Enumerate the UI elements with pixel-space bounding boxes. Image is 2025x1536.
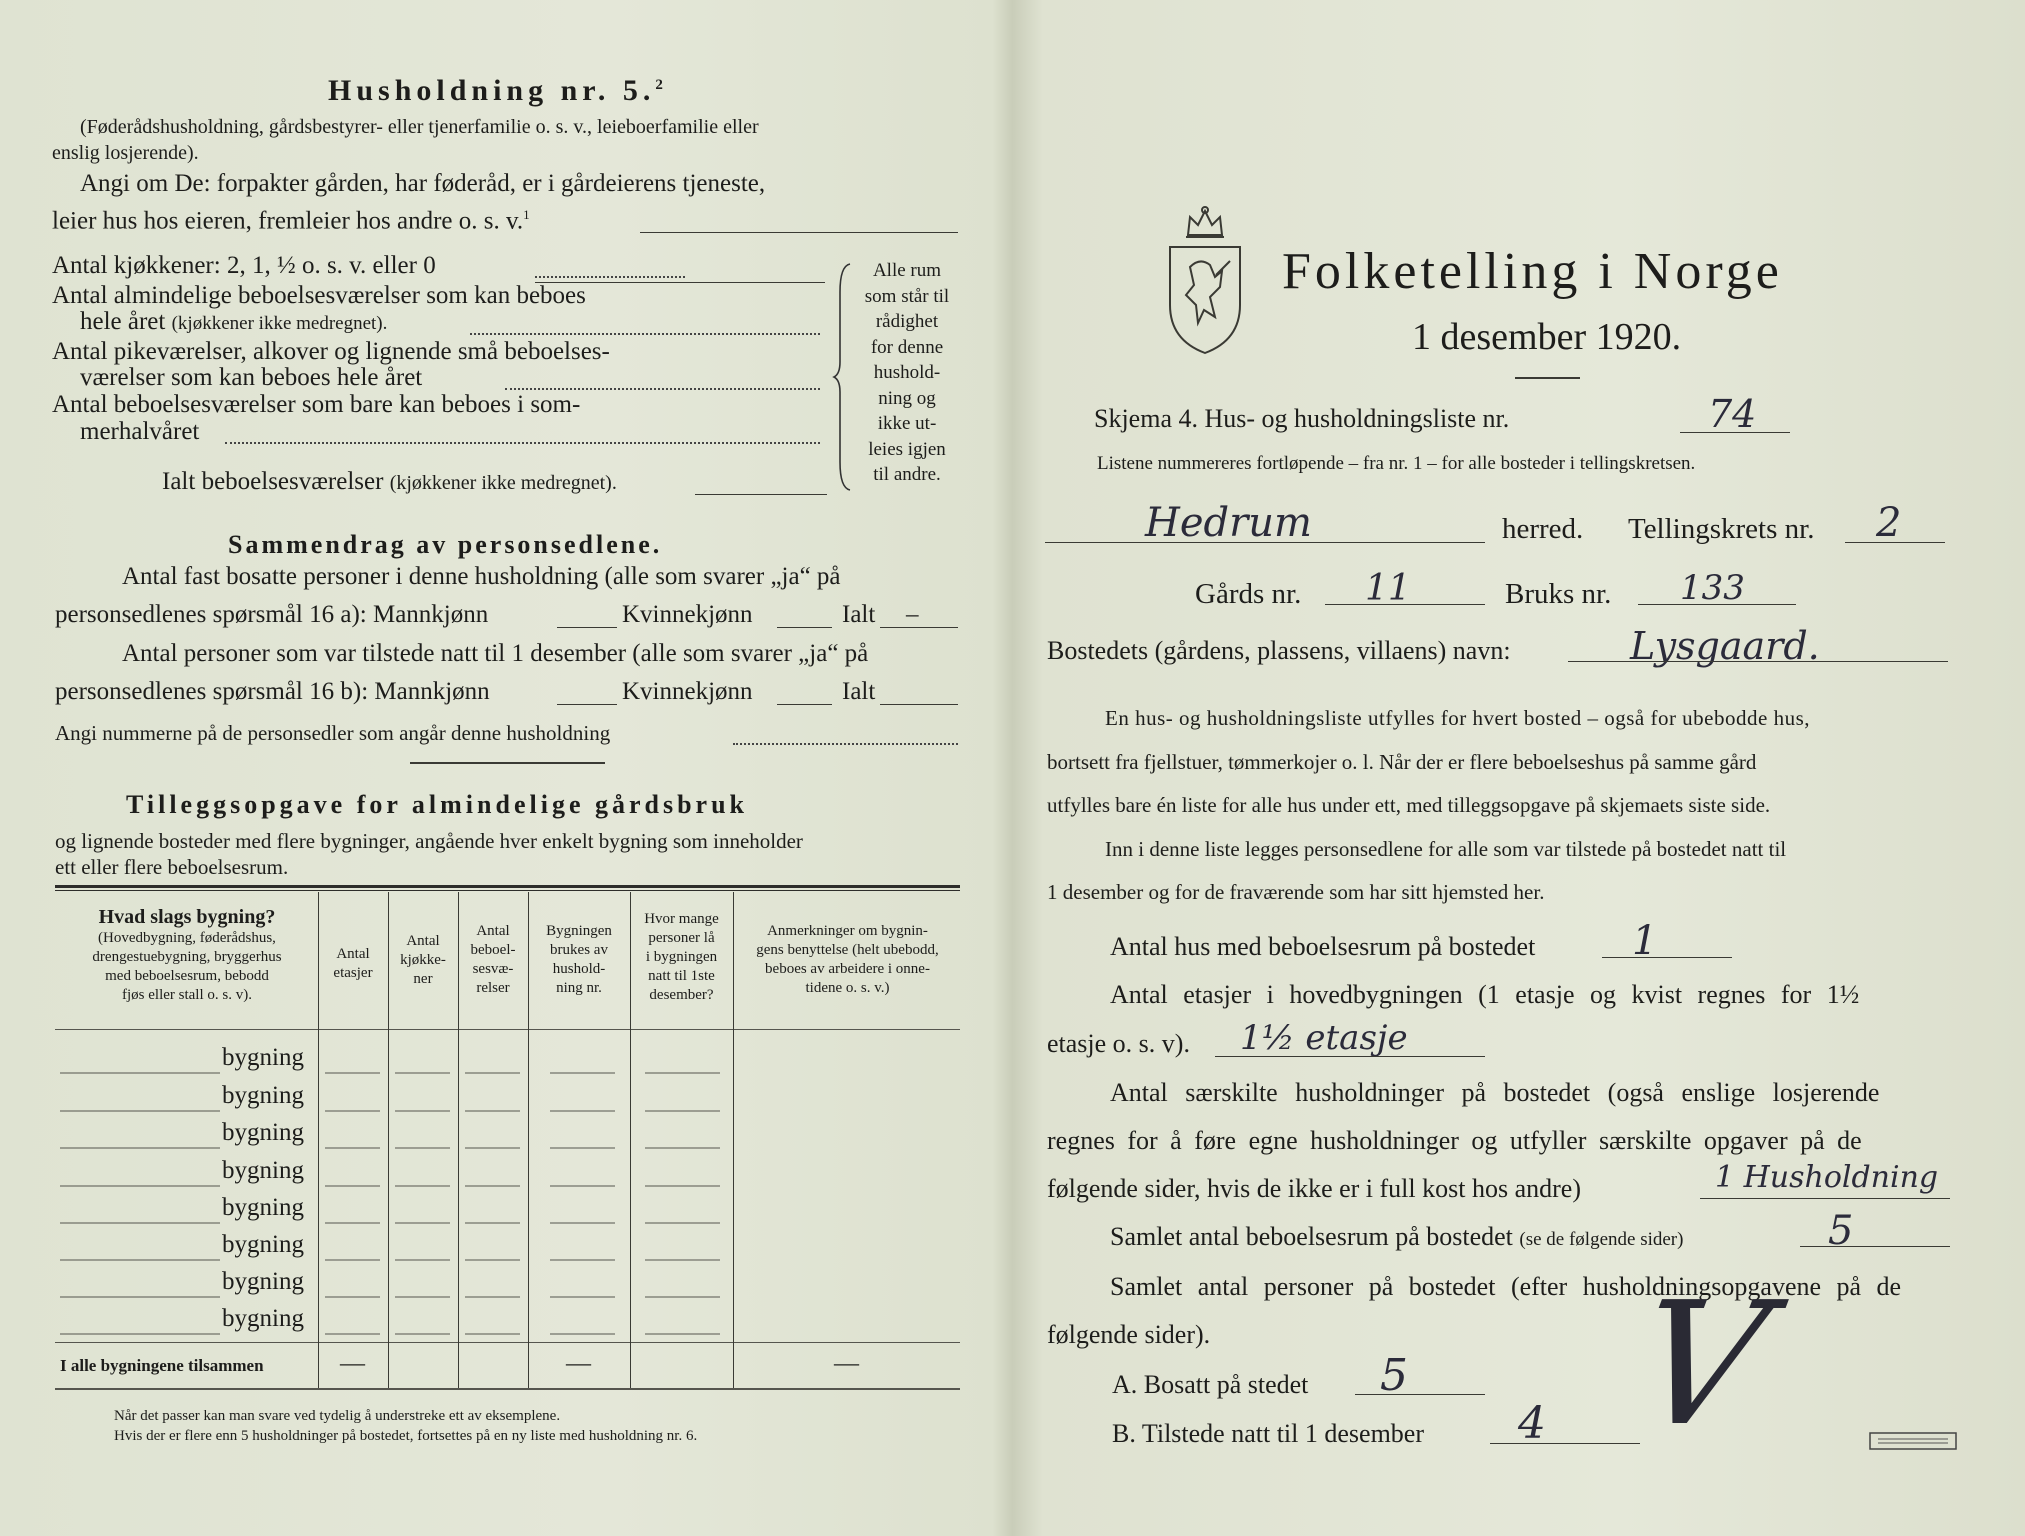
farm-number-label: Gårds nr. — [1195, 578, 1302, 610]
residence-name-value: Lysgaard. — [1630, 624, 1820, 668]
col-header-line: etasjer — [333, 965, 373, 981]
houses-line[interactable] — [1602, 957, 1732, 958]
present-total-line[interactable] — [880, 704, 958, 705]
brace-note-line: ning og — [878, 387, 936, 409]
total-dash: — — [566, 1350, 591, 1377]
col-header-line: beboes av arbeidere i onne- — [765, 961, 930, 977]
angi-numbers-label: Angi nummerne på de personsedler som angår denne husholdning — [55, 721, 611, 745]
norwegian-coat-of-arms-icon — [1160, 205, 1250, 355]
summary-male-line[interactable] — [557, 627, 617, 628]
total-rooms-site-value: 5 — [1828, 1208, 1854, 1254]
instructions-line-3: utfylles bare én liste for alle hus under ett, med tilleggsopgave på skjemaets siste side. — [1047, 793, 1771, 817]
col-header-line: Anmerkninger om bygnin- — [767, 923, 928, 939]
brace-note-line: som står til — [864, 285, 950, 307]
instructions-line-2: bortsett fra fjellstuer, tømmerkojer o. l. Når der er flere beboelseshus på samme gård — [1047, 750, 1757, 774]
household-5-title — [328, 74, 668, 108]
building-table-top-rule-2 — [55, 890, 960, 891]
ordinary-rooms-label-2 — [80, 308, 387, 336]
census-district-line[interactable] — [1845, 542, 1945, 543]
floors-label-2: etasje o. s. v). — [1047, 1029, 1190, 1058]
col-header-building-type — [58, 905, 316, 1005]
instructions-line-1: En hus- og husholdningsliste utfylles for hvert bosted – også for ubebodde hus, — [1105, 706, 1810, 730]
footnote-2: Hvis der er flere enn 5 husholdninger på bostedet, fortsettes på en ny liste med husholdning nr. 6. — [114, 1428, 698, 1444]
building-table-top-rule — [55, 885, 960, 888]
households-label-3: følgende sider, hvis de ikke er i full kost hos andre) — [1047, 1174, 1581, 1203]
summer-rooms-label-2: merhalvåret — [80, 418, 200, 445]
summary-title: Sammendrag av personsedlene. — [228, 530, 663, 559]
col-header-line: natt til 1ste — [648, 968, 715, 984]
total-rooms-site-label — [1110, 1222, 1683, 1252]
municipality-value: Hedrum — [1145, 500, 1312, 546]
residence-name-line[interactable] — [1568, 661, 1948, 662]
col-header-line: Bygningen — [546, 923, 612, 939]
form-title: Folketelling i Norge — [1282, 243, 1783, 300]
col-header-line: Antal — [406, 933, 440, 949]
household-5-note: (Føderådshusholdning, gårdsbestyrer- eller tjenerfamilie o. s. v., leieboerfamilie eller — [80, 116, 759, 138]
maid-rooms-label-2: værelser som kan beboes hele året — [80, 364, 423, 391]
census-district-value: 2 — [1876, 500, 1902, 546]
houses-label: Antal hus med beboelsesrum på bostedet — [1110, 932, 1536, 961]
table-row: bygning — [222, 1082, 304, 1109]
schema-number-value: 74 — [1708, 392, 1757, 436]
table-row: bygning — [222, 1231, 304, 1258]
col-header-line: sesvæ- — [472, 961, 514, 977]
summary-line-2b: Kvinnekjønn — [622, 601, 753, 628]
summary-line-4b: Kvinnekjønn — [622, 678, 753, 705]
total-rooms-label — [162, 468, 617, 496]
houses-value: 1 — [1632, 918, 1658, 964]
total-persons-label-2: følgende sider). — [1047, 1320, 1211, 1349]
ordinary-rooms-line[interactable] — [470, 333, 820, 335]
building-table-header-rule — [55, 1029, 960, 1030]
present-label: B. Tilstede natt til 1 desember — [1112, 1419, 1424, 1448]
col-header-line: kjøkke- — [400, 952, 446, 968]
summary-line-3: Antal personer som var tilstede natt til 1 desember (alle som svarer „ja“ på — [122, 640, 869, 667]
table-row: bygning — [222, 1194, 304, 1221]
schema-label: Skjema 4. Hus- og husholdningsliste nr. — [1094, 404, 1510, 433]
summary-total-line[interactable] — [880, 627, 958, 628]
table-row: bygning — [222, 1305, 304, 1332]
total-dash: — — [834, 1350, 859, 1377]
col-header-line: brukes av — [550, 942, 608, 958]
col-header-line: Antal — [336, 946, 370, 962]
col-header-line: (Hovedbygning, føderådshus, — [98, 930, 276, 946]
kitchen-count-dots — [535, 276, 685, 278]
residence-name-label: Bostedets (gårdens, plassens, villaens) navn: — [1047, 636, 1511, 665]
brace-note-line: rådighet — [875, 311, 939, 332]
col-header-line: hushold- — [552, 961, 606, 977]
brace-note-line: til andre. — [873, 464, 941, 485]
ordinary-rooms-label-2-text: hele året — [80, 308, 166, 335]
footnote-1: Når det passer kan man svare ved tydelig å understreke ett av eksemplene. — [114, 1408, 561, 1424]
col-header-household-no — [530, 922, 628, 998]
col-header-line: i bygningen — [645, 949, 718, 965]
col-header-building-type-title: Hvad slags bygning? — [98, 906, 276, 928]
household-5-title-text: Husholdning nr. 5. — [328, 74, 656, 107]
brace-note-line: leies igjen — [868, 438, 946, 460]
summer-rooms-line[interactable] — [225, 442, 820, 444]
households-label-2: regnes for å føre egne husholdninger og utfyller særskilte opgaver på de — [1047, 1126, 1862, 1155]
instructions-line-5: 1 desember og for de fraværende som har sitt hjemsted her. — [1047, 880, 1545, 904]
ordinary-rooms-label-2-small: (kjøkkener ikke medregnet). — [171, 313, 388, 334]
col-header-line: med beboelsesrum, bebodd — [105, 968, 269, 984]
col-header-line: Hvor mange — [644, 911, 719, 927]
col-header-line: relser — [476, 980, 510, 996]
title-rule — [1515, 377, 1580, 379]
col-header-line: drengestuebygning, bryggerhus — [92, 949, 282, 965]
summary-line-2c: Ialt — [842, 601, 876, 628]
building-table-body-rule — [55, 1342, 960, 1343]
present-line[interactable] — [1490, 1443, 1640, 1444]
summary-line-1: Antal fast bosatte personer i denne husholdning (alle som svarer „ja“ på — [122, 563, 841, 590]
household-5-note-2: enslig losjerende). — [52, 142, 199, 164]
col-header-line: beboel- — [470, 942, 516, 958]
col-header-persons — [632, 910, 731, 1005]
separator-rule — [410, 762, 605, 764]
summary-line-2a: personsedlenes spørsmål 16 a): Mannkjønn — [55, 601, 489, 628]
floors-value: 1½ etasje — [1240, 1018, 1408, 1058]
ordinary-rooms-label-1: Antal almindelige beboelsesværelser som kan beboes — [52, 282, 586, 309]
angi-line-2-text: leier hus hos eieren, fremleier hos andre o. s. v. — [52, 207, 524, 235]
col-header-rooms — [460, 922, 526, 998]
col-header-line: Antal — [476, 923, 510, 939]
checkmark-value: V — [1622, 1266, 1781, 1464]
summary-total-value: – — [906, 601, 919, 628]
angi-line-1: Angi om De: forpakter gården, har føderåd, er i gårdeierens tjeneste, — [80, 170, 766, 197]
maid-rooms-label-1: Antal pikeværelser, alkover og lignende små beboelses- — [52, 338, 610, 365]
summary-line-4a: personsedlenes spørsmål 16 b): Mannkjønn — [55, 678, 490, 705]
angi-numbers-line[interactable] — [733, 743, 958, 745]
total-rooms-site-line[interactable] — [1800, 1246, 1950, 1247]
col-header-line: fjøs eller stall o. s. v). — [122, 987, 252, 1003]
census-district-label: Tellingskrets nr. — [1628, 513, 1815, 545]
supplement-line-2: ett eller flere beboelsesrum. — [55, 855, 289, 879]
brace-symbol — [832, 262, 854, 492]
table-row: bygning — [222, 1119, 304, 1146]
col-header-line: desember? — [649, 987, 714, 1003]
buildings-total-label: I alle bygningene tilsammen — [60, 1356, 264, 1375]
resident-label: A. Bosatt på stedet — [1112, 1370, 1309, 1399]
total-rooms-label-small: (kjøkkener ikke medregnet). — [389, 472, 617, 494]
building-row-lines[interactable] — [55, 1060, 960, 1340]
total-persons-label-1: Samlet antal personer på bostedet (efter husholdningsopgavene på de — [1110, 1272, 1902, 1301]
col-header-line: gens benyttelse (helt ubebodd, — [756, 942, 939, 958]
holding-number-value: 133 — [1680, 568, 1745, 608]
household-5-title-sup: 2 — [655, 77, 668, 93]
brace-note — [852, 258, 962, 488]
col-header-line: personer lå — [648, 930, 715, 946]
municipality-label: herred. — [1502, 513, 1584, 545]
supplement-line-1: og lignende bosteder med flere bygninger, angående hver enkelt bygning som inneholder — [55, 829, 803, 853]
resident-line[interactable] — [1355, 1394, 1485, 1395]
col-header-line: ner — [413, 971, 433, 987]
schema-number-line[interactable] — [1680, 432, 1790, 433]
col-header-line: ning nr. — [556, 980, 602, 996]
brace-note-line: ikke ut- — [877, 413, 937, 434]
angi-line-2-sup: 1 — [523, 207, 530, 222]
total-rooms-label-text: Ialt beboelsesværelser — [162, 468, 384, 495]
holding-number-line[interactable] — [1638, 604, 1796, 605]
floors-label-1: Antal etasjer i hovedbygningen (1 etasje og kvist regnes for 1½ — [1110, 980, 1860, 1009]
angi-line-2 — [52, 207, 530, 235]
summer-rooms-label-1: Antal beboelsesværelser som bare kan beboes i som- — [52, 391, 581, 418]
maid-rooms-line[interactable] — [505, 388, 820, 390]
total-dash: — — [340, 1350, 365, 1377]
present-female-line[interactable] — [777, 704, 832, 705]
resident-value: 5 — [1380, 1350, 1408, 1401]
col-header-line: tidene o. s. v.) — [805, 980, 890, 996]
brace-note-line: for denne — [870, 336, 944, 358]
col-header-remarks — [735, 922, 960, 998]
printer-stamp-icon — [1868, 1430, 1958, 1452]
angi-answer-line[interactable] — [640, 232, 958, 233]
summary-line-4c: Ialt — [842, 678, 876, 705]
instructions-line-4: Inn i denne liste legges personsedlene for alle som var tilstede på bostedet natt til — [1105, 837, 1787, 861]
present-value: 4 — [1518, 1398, 1546, 1449]
supplement-title: Tilleggsopgave for almindelige gårdsbruk — [126, 790, 749, 819]
form-date: 1 desember 1920. — [1412, 316, 1682, 358]
households-line[interactable] — [1700, 1198, 1950, 1199]
farm-number-value: 11 — [1365, 568, 1411, 609]
col-header-floors — [320, 945, 386, 983]
total-rooms-site-label-small: (se de følgende sider) — [1519, 1229, 1684, 1250]
households-label-1: Antal særskilte husholdninger på bostedet (også enslige losjerende — [1110, 1078, 1880, 1107]
kitchen-count-label: Antal kjøkkener: 2, 1, ½ o. s. v. eller 0 — [52, 252, 436, 279]
col-header-kitchens — [390, 932, 456, 989]
brace-note-line: Alle rum — [872, 260, 942, 281]
building-table-bottom-rule — [55, 1388, 960, 1390]
numbering-note: Listene nummereres fortløpende – fra nr. 1 – for alle bosteder i tellingskretsen. — [1097, 453, 1696, 474]
municipality-line[interactable] — [1045, 542, 1485, 543]
table-row: bygning — [222, 1044, 304, 1071]
table-row: bygning — [222, 1157, 304, 1184]
farm-number-line[interactable] — [1325, 604, 1485, 605]
summary-female-line[interactable] — [777, 627, 832, 628]
total-rooms-site-label-text: Samlet antal beboelsesrum på bostedet — [1110, 1222, 1513, 1251]
total-rooms-line[interactable] — [695, 494, 827, 495]
holding-number-label: Bruks nr. — [1505, 578, 1612, 610]
floors-line[interactable] — [1215, 1056, 1485, 1057]
present-male-line[interactable] — [557, 704, 617, 705]
brace-note-line: hushold- — [873, 362, 941, 383]
households-value: 1 Husholdning — [1715, 1160, 1939, 1195]
table-row: bygning — [222, 1268, 304, 1295]
